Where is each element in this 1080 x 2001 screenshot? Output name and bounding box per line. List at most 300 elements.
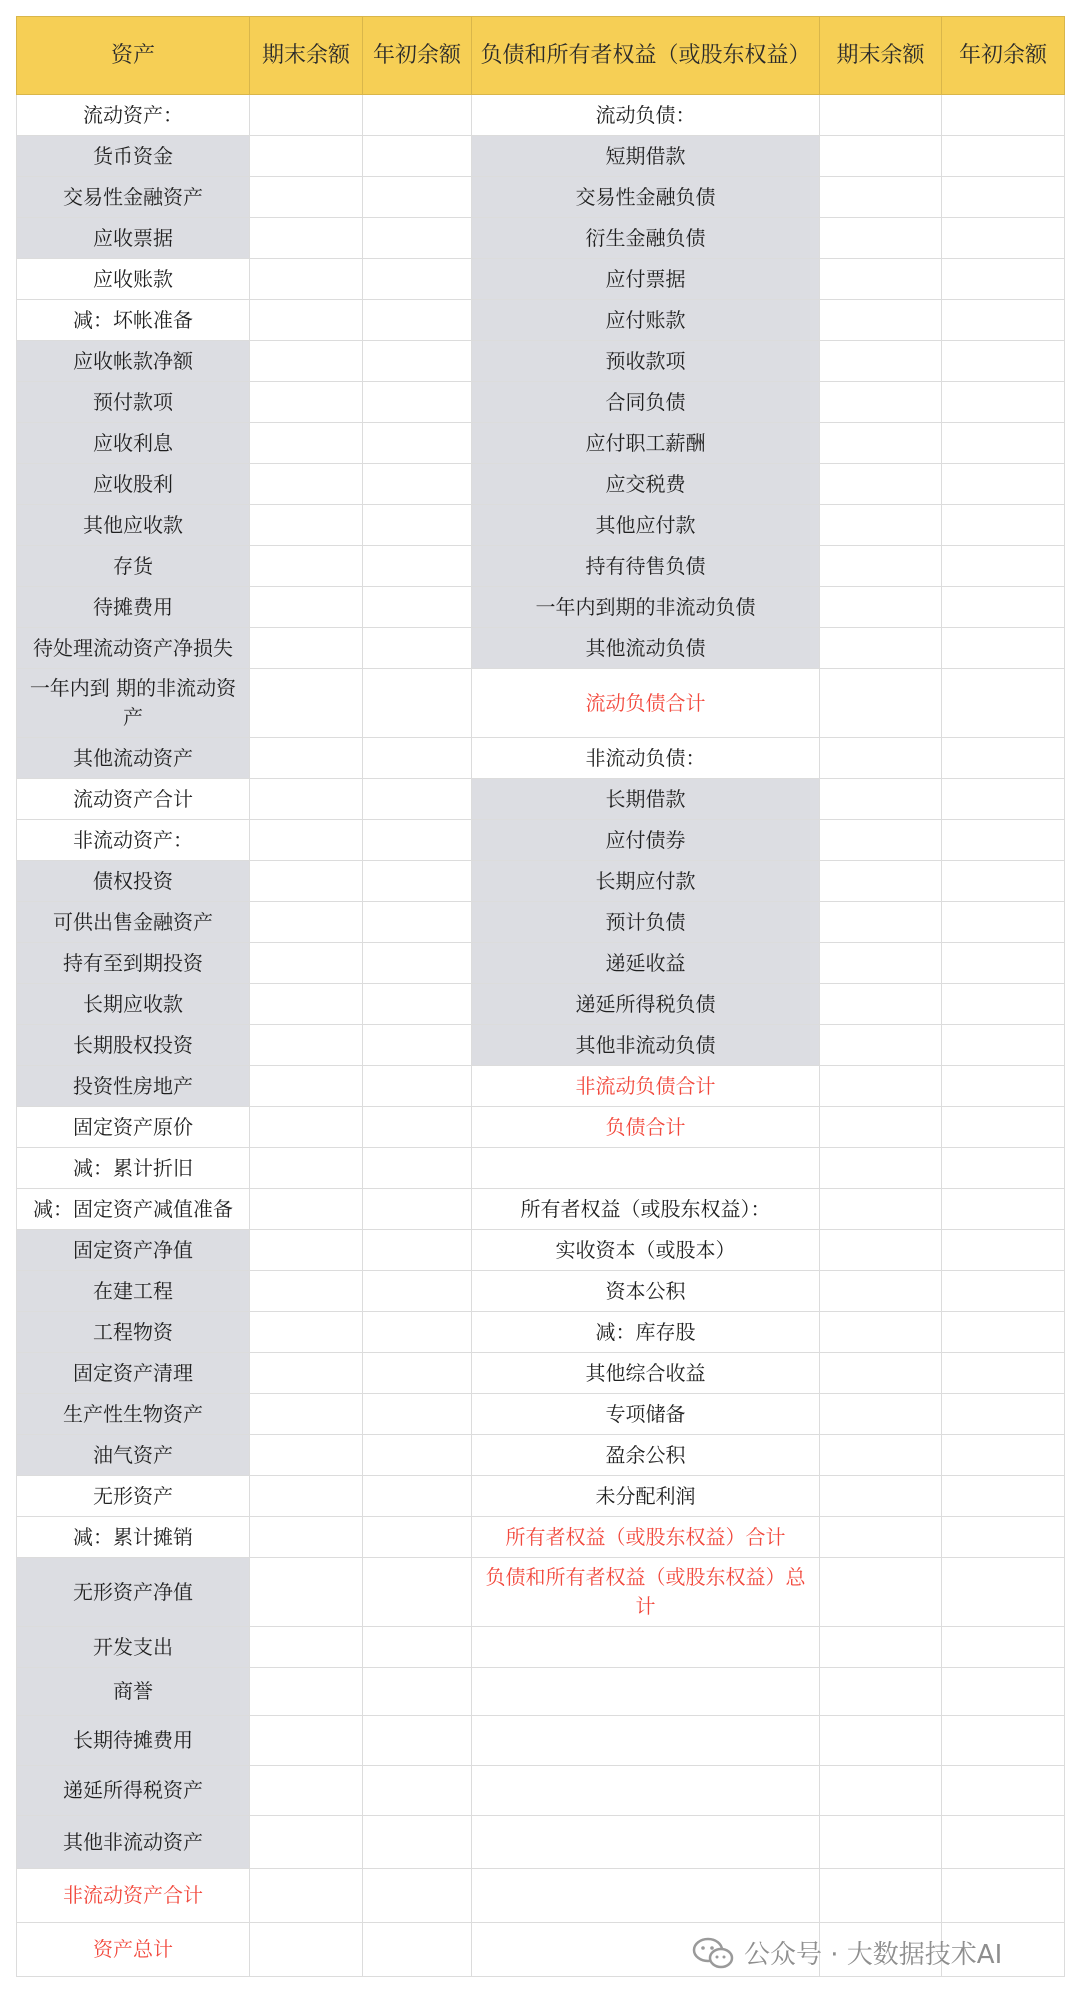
liability-end-balance — [820, 259, 942, 300]
header-assets: 资产 — [17, 17, 250, 95]
asset-item: 可供出售金融资产 — [17, 902, 250, 943]
asset-end-balance — [250, 464, 363, 505]
asset-item: 投资性房地产 — [17, 1066, 250, 1107]
liability-end-balance — [820, 136, 942, 177]
asset-item: 非流动资产合计 — [17, 1869, 250, 1923]
liability-end-balance — [820, 1312, 942, 1353]
liability-equity-item: 应交税费 — [472, 464, 820, 505]
table-row — [17, 341, 1065, 382]
liability-end-balance — [820, 177, 942, 218]
liability-equity-item: 减：库存股 — [472, 1312, 820, 1353]
liability-begin-balance — [942, 1558, 1065, 1627]
liability-equity-item: 专项储备 — [472, 1394, 820, 1435]
header-liabilities-equity: 负债和所有者权益（或股东权益） — [472, 17, 820, 95]
table-row — [17, 1230, 1065, 1271]
table-row — [17, 1025, 1065, 1066]
balance-sheet-table — [16, 16, 1065, 1977]
asset-begin-balance — [363, 1627, 472, 1668]
asset-begin-balance — [363, 1668, 472, 1716]
liability-equity-item: 流动负债： — [472, 95, 820, 136]
liability-end-balance — [820, 1869, 942, 1923]
asset-item: 减：累计摊销 — [17, 1517, 250, 1558]
asset-item: 递延所得税资产 — [17, 1766, 250, 1816]
liability-equity-item: 持有待售负债 — [472, 546, 820, 587]
asset-end-balance — [250, 218, 363, 259]
asset-end-balance — [250, 1716, 363, 1766]
table-row — [17, 505, 1065, 546]
asset-begin-balance — [363, 1189, 472, 1230]
asset-end-balance — [250, 1869, 363, 1923]
table-row — [17, 1435, 1065, 1476]
liability-begin-balance — [942, 820, 1065, 861]
liability-begin-balance — [942, 1668, 1065, 1716]
liability-begin-balance — [942, 1716, 1065, 1766]
asset-end-balance — [250, 259, 363, 300]
asset-begin-balance — [363, 1394, 472, 1435]
liability-end-balance — [820, 1627, 942, 1668]
liability-equity-item: 未分配利润 — [472, 1476, 820, 1517]
asset-item: 应收账款 — [17, 259, 250, 300]
liability-end-balance — [820, 1148, 942, 1189]
asset-end-balance — [250, 423, 363, 464]
asset-begin-balance — [363, 1558, 472, 1627]
liability-equity-item: 所有者权益（或股东权益）： — [472, 1189, 820, 1230]
asset-item: 持有至到期投资 — [17, 943, 250, 984]
asset-item: 减：累计折旧 — [17, 1148, 250, 1189]
liability-begin-balance — [942, 1627, 1065, 1668]
asset-item: 减：固定资产减值准备 — [17, 1189, 250, 1230]
table-row — [17, 136, 1065, 177]
asset-begin-balance — [363, 1923, 472, 1977]
asset-item: 生产性生物资产 — [17, 1394, 250, 1435]
asset-end-balance — [250, 669, 363, 738]
liability-equity-item: 递延收益 — [472, 943, 820, 984]
liability-begin-balance — [942, 779, 1065, 820]
liability-begin-balance — [942, 669, 1065, 738]
asset-item: 应收帐款净额 — [17, 341, 250, 382]
liability-equity-item: 应付债券 — [472, 820, 820, 861]
asset-item: 长期应收款 — [17, 984, 250, 1025]
liability-begin-balance — [942, 628, 1065, 669]
asset-begin-balance — [363, 1869, 472, 1923]
liability-equity-item: 其他非流动负债 — [472, 1025, 820, 1066]
asset-end-balance — [250, 984, 363, 1025]
asset-begin-balance — [363, 669, 472, 738]
liability-begin-balance — [942, 259, 1065, 300]
asset-end-balance — [250, 300, 363, 341]
liability-equity-item: 交易性金融负债 — [472, 177, 820, 218]
asset-begin-balance — [363, 902, 472, 943]
liability-equity-item: 负债和所有者权益（或股东权益）总计 — [472, 1558, 820, 1627]
liability-begin-balance — [942, 423, 1065, 464]
asset-end-balance — [250, 1312, 363, 1353]
asset-begin-balance — [363, 738, 472, 779]
liability-equity-item: 实收资本（或股本） — [472, 1230, 820, 1271]
asset-item: 长期股权投资 — [17, 1025, 250, 1066]
table-row — [17, 259, 1065, 300]
liability-equity-item — [472, 1716, 820, 1766]
asset-end-balance — [250, 943, 363, 984]
table-row — [17, 1271, 1065, 1312]
liability-equity-item — [472, 1148, 820, 1189]
table-row — [17, 1189, 1065, 1230]
asset-end-balance — [250, 779, 363, 820]
liability-begin-balance — [942, 1189, 1065, 1230]
asset-item: 在建工程 — [17, 1271, 250, 1312]
liability-equity-item: 所有者权益（或股东权益）合计 — [472, 1517, 820, 1558]
asset-begin-balance — [363, 1107, 472, 1148]
asset-item: 固定资产净值 — [17, 1230, 250, 1271]
liability-end-balance — [820, 1435, 942, 1476]
liability-begin-balance — [942, 1230, 1065, 1271]
liability-end-balance — [820, 902, 942, 943]
liability-end-balance — [820, 628, 942, 669]
liability-equity-item: 其他综合收益 — [472, 1353, 820, 1394]
liability-end-balance — [820, 1517, 942, 1558]
liability-end-balance — [820, 943, 942, 984]
asset-begin-balance — [363, 177, 472, 218]
asset-end-balance — [250, 1271, 363, 1312]
asset-item: 流动资产合计 — [17, 779, 250, 820]
liability-begin-balance — [942, 136, 1065, 177]
asset-begin-balance — [363, 1312, 472, 1353]
table-row — [17, 669, 1065, 738]
table-row — [17, 1668, 1065, 1716]
asset-end-balance — [250, 1476, 363, 1517]
asset-end-balance — [250, 177, 363, 218]
asset-begin-balance — [363, 136, 472, 177]
liability-begin-balance — [942, 984, 1065, 1025]
asset-item: 债权投资 — [17, 861, 250, 902]
liability-begin-balance — [942, 1353, 1065, 1394]
liability-equity-item — [472, 1816, 820, 1869]
liability-begin-balance — [942, 218, 1065, 259]
asset-item: 减：坏帐准备 — [17, 300, 250, 341]
liability-begin-balance — [942, 1476, 1065, 1517]
asset-begin-balance — [363, 505, 472, 546]
asset-begin-balance — [363, 1435, 472, 1476]
liability-begin-balance — [942, 861, 1065, 902]
liability-end-balance — [820, 1271, 942, 1312]
liability-begin-balance — [942, 505, 1065, 546]
asset-end-balance — [250, 1025, 363, 1066]
asset-begin-balance — [363, 587, 472, 628]
liability-equity-item: 短期借款 — [472, 136, 820, 177]
table-row — [17, 423, 1065, 464]
liability-begin-balance — [942, 943, 1065, 984]
asset-begin-balance — [363, 95, 472, 136]
liability-end-balance — [820, 1668, 942, 1716]
asset-item: 预付款项 — [17, 382, 250, 423]
liability-equity-item: 长期应付款 — [472, 861, 820, 902]
liability-end-balance — [820, 984, 942, 1025]
asset-begin-balance — [363, 1066, 472, 1107]
liability-end-balance — [820, 1476, 942, 1517]
liability-end-balance — [820, 1558, 942, 1627]
table-row — [17, 1716, 1065, 1766]
table-row — [17, 1353, 1065, 1394]
asset-item: 流动资产： — [17, 95, 250, 136]
liability-end-balance — [820, 1107, 942, 1148]
table-row — [17, 820, 1065, 861]
asset-begin-balance — [363, 1025, 472, 1066]
table-row — [17, 779, 1065, 820]
liability-begin-balance — [942, 382, 1065, 423]
liability-equity-item — [472, 1766, 820, 1816]
liability-equity-item: 衍生金融负债 — [472, 218, 820, 259]
asset-end-balance — [250, 587, 363, 628]
asset-begin-balance — [363, 984, 472, 1025]
asset-end-balance — [250, 1668, 363, 1716]
asset-begin-balance — [363, 546, 472, 587]
asset-end-balance — [250, 1394, 363, 1435]
asset-item: 待摊费用 — [17, 587, 250, 628]
asset-end-balance — [250, 382, 363, 423]
asset-item: 一年内到 期的非流动资产 — [17, 669, 250, 738]
asset-end-balance — [250, 1189, 363, 1230]
asset-end-balance — [250, 1517, 363, 1558]
liability-equity-item: 负债合计 — [472, 1107, 820, 1148]
asset-item: 其他非流动资产 — [17, 1816, 250, 1869]
liability-equity-item: 合同负债 — [472, 382, 820, 423]
asset-end-balance — [250, 1107, 363, 1148]
asset-begin-balance — [363, 943, 472, 984]
table-row — [17, 1107, 1065, 1148]
liability-end-balance — [820, 505, 942, 546]
liability-end-balance — [820, 341, 942, 382]
table-row — [17, 1766, 1065, 1816]
liability-equity-item: 其他应付款 — [472, 505, 820, 546]
asset-end-balance — [250, 1148, 363, 1189]
asset-end-balance — [250, 902, 363, 943]
asset-begin-balance — [363, 382, 472, 423]
asset-begin-balance — [363, 1353, 472, 1394]
asset-begin-balance — [363, 779, 472, 820]
asset-item: 应收票据 — [17, 218, 250, 259]
asset-begin-balance — [363, 300, 472, 341]
table-row — [17, 1869, 1065, 1923]
liability-begin-balance — [942, 1394, 1065, 1435]
asset-end-balance — [250, 136, 363, 177]
asset-item: 开发支出 — [17, 1627, 250, 1668]
liability-equity-item: 非流动负债： — [472, 738, 820, 779]
asset-begin-balance — [363, 423, 472, 464]
liability-begin-balance — [942, 738, 1065, 779]
asset-item: 固定资产清理 — [17, 1353, 250, 1394]
asset-item: 应收利息 — [17, 423, 250, 464]
table-row — [17, 628, 1065, 669]
table-row — [17, 1476, 1065, 1517]
asset-begin-balance — [363, 1230, 472, 1271]
table-row — [17, 218, 1065, 259]
liability-equity-item: 资本公积 — [472, 1271, 820, 1312]
table-row — [17, 861, 1065, 902]
table-row — [17, 1558, 1065, 1627]
liability-end-balance — [820, 669, 942, 738]
table-row — [17, 300, 1065, 341]
liability-begin-balance — [942, 1816, 1065, 1869]
asset-end-balance — [250, 1816, 363, 1869]
liability-end-balance — [820, 1189, 942, 1230]
liability-equity-item: 应付职工薪酬 — [472, 423, 820, 464]
asset-end-balance — [250, 1066, 363, 1107]
header-end-balance: 期末余额 — [820, 17, 942, 95]
liability-equity-item: 预收款项 — [472, 341, 820, 382]
asset-item: 其他应收款 — [17, 505, 250, 546]
liability-end-balance — [820, 382, 942, 423]
wechat-icon — [692, 1936, 734, 1970]
asset-end-balance — [250, 1558, 363, 1627]
liability-end-balance — [820, 1353, 942, 1394]
liability-end-balance — [820, 1066, 942, 1107]
table-row — [17, 1816, 1065, 1869]
liability-equity-item: 应付账款 — [472, 300, 820, 341]
watermark — [692, 1934, 1002, 1971]
liability-equity-item: 应付票据 — [472, 259, 820, 300]
asset-begin-balance — [363, 1716, 472, 1766]
liability-end-balance — [820, 546, 942, 587]
liability-end-balance — [820, 1025, 942, 1066]
asset-begin-balance — [363, 628, 472, 669]
table-row — [17, 1517, 1065, 1558]
liability-begin-balance — [942, 464, 1065, 505]
asset-item: 应收股利 — [17, 464, 250, 505]
liability-equity-item: 一年内到期的非流动负债 — [472, 587, 820, 628]
liability-begin-balance — [942, 1766, 1065, 1816]
table-row — [17, 546, 1065, 587]
asset-end-balance — [250, 820, 363, 861]
liability-end-balance — [820, 1394, 942, 1435]
liability-begin-balance — [942, 902, 1065, 943]
liability-begin-balance — [942, 1271, 1065, 1312]
liability-begin-balance — [942, 1517, 1065, 1558]
asset-item: 无形资产 — [17, 1476, 250, 1517]
asset-item: 交易性金融资产 — [17, 177, 250, 218]
asset-end-balance — [250, 1766, 363, 1816]
table-row — [17, 95, 1065, 136]
liability-begin-balance — [942, 300, 1065, 341]
liability-begin-balance — [942, 1025, 1065, 1066]
liability-equity-item: 非流动负债合计 — [472, 1066, 820, 1107]
liability-end-balance — [820, 218, 942, 259]
liability-end-balance — [820, 464, 942, 505]
liability-begin-balance — [942, 1435, 1065, 1476]
liability-begin-balance — [942, 341, 1065, 382]
asset-begin-balance — [363, 861, 472, 902]
liability-end-balance — [820, 820, 942, 861]
asset-begin-balance — [363, 1476, 472, 1517]
asset-begin-balance — [363, 1148, 472, 1189]
header-begin-balance: 年初余额 — [363, 17, 472, 95]
table-row — [17, 177, 1065, 218]
liability-end-balance — [820, 779, 942, 820]
asset-item: 资产总计 — [17, 1923, 250, 1977]
asset-item: 待处理流动资产净损失 — [17, 628, 250, 669]
asset-end-balance — [250, 341, 363, 382]
table-row — [17, 1066, 1065, 1107]
liability-begin-balance — [942, 1148, 1065, 1189]
table-row — [17, 1312, 1065, 1353]
table-row — [17, 587, 1065, 628]
asset-end-balance — [250, 1627, 363, 1668]
liability-end-balance — [820, 861, 942, 902]
asset-end-balance — [250, 546, 363, 587]
asset-begin-balance — [363, 218, 472, 259]
table-row — [17, 738, 1065, 779]
asset-item: 长期待摊费用 — [17, 1716, 250, 1766]
watermark-text: 公众号 · 大数据技术AI — [744, 1940, 1003, 1970]
liability-begin-balance — [942, 587, 1065, 628]
liability-equity-item — [472, 1869, 820, 1923]
liability-equity-item: 流动负债合计 — [472, 669, 820, 738]
asset-end-balance — [250, 1353, 363, 1394]
liability-equity-item: 盈余公积 — [472, 1435, 820, 1476]
asset-begin-balance — [363, 820, 472, 861]
asset-end-balance — [250, 1435, 363, 1476]
asset-end-balance — [250, 628, 363, 669]
asset-item: 其他流动资产 — [17, 738, 250, 779]
liability-end-balance — [820, 1766, 942, 1816]
liability-end-balance — [820, 587, 942, 628]
asset-item: 工程物资 — [17, 1312, 250, 1353]
asset-end-balance — [250, 738, 363, 779]
header-end-balance: 期末余额 — [250, 17, 363, 95]
liability-begin-balance — [942, 546, 1065, 587]
liability-begin-balance — [942, 177, 1065, 218]
asset-begin-balance — [363, 259, 472, 300]
header-row — [17, 17, 1065, 95]
asset-begin-balance — [363, 1816, 472, 1869]
asset-item: 油气资产 — [17, 1435, 250, 1476]
asset-begin-balance — [363, 1517, 472, 1558]
liability-equity-item — [472, 1627, 820, 1668]
header-begin-balance: 年初余额 — [942, 17, 1065, 95]
asset-begin-balance — [363, 1766, 472, 1816]
asset-item: 货币资金 — [17, 136, 250, 177]
table-row — [17, 902, 1065, 943]
table-row — [17, 382, 1065, 423]
asset-begin-balance — [363, 341, 472, 382]
liability-end-balance — [820, 300, 942, 341]
asset-begin-balance — [363, 1271, 472, 1312]
asset-begin-balance — [363, 464, 472, 505]
table-row — [17, 1627, 1065, 1668]
asset-end-balance — [250, 505, 363, 546]
liability-begin-balance — [942, 1312, 1065, 1353]
table-row — [17, 984, 1065, 1025]
liability-end-balance — [820, 1230, 942, 1271]
liability-begin-balance — [942, 1066, 1065, 1107]
asset-item: 非流动资产： — [17, 820, 250, 861]
liability-end-balance — [820, 423, 942, 464]
table-row — [17, 1148, 1065, 1189]
liability-begin-balance — [942, 1107, 1065, 1148]
asset-item: 存货 — [17, 546, 250, 587]
asset-end-balance — [250, 861, 363, 902]
asset-item: 固定资产原价 — [17, 1107, 250, 1148]
table-row — [17, 943, 1065, 984]
liability-begin-balance — [942, 95, 1065, 136]
liability-equity-item: 递延所得税负债 — [472, 984, 820, 1025]
liability-equity-item: 其他流动负债 — [472, 628, 820, 669]
liability-begin-balance — [942, 1869, 1065, 1923]
liability-end-balance — [820, 1816, 942, 1869]
asset-end-balance — [250, 1230, 363, 1271]
table-row — [17, 464, 1065, 505]
liability-equity-item: 长期借款 — [472, 779, 820, 820]
liability-equity-item — [472, 1668, 820, 1716]
asset-item: 无形资产净值 — [17, 1558, 250, 1627]
